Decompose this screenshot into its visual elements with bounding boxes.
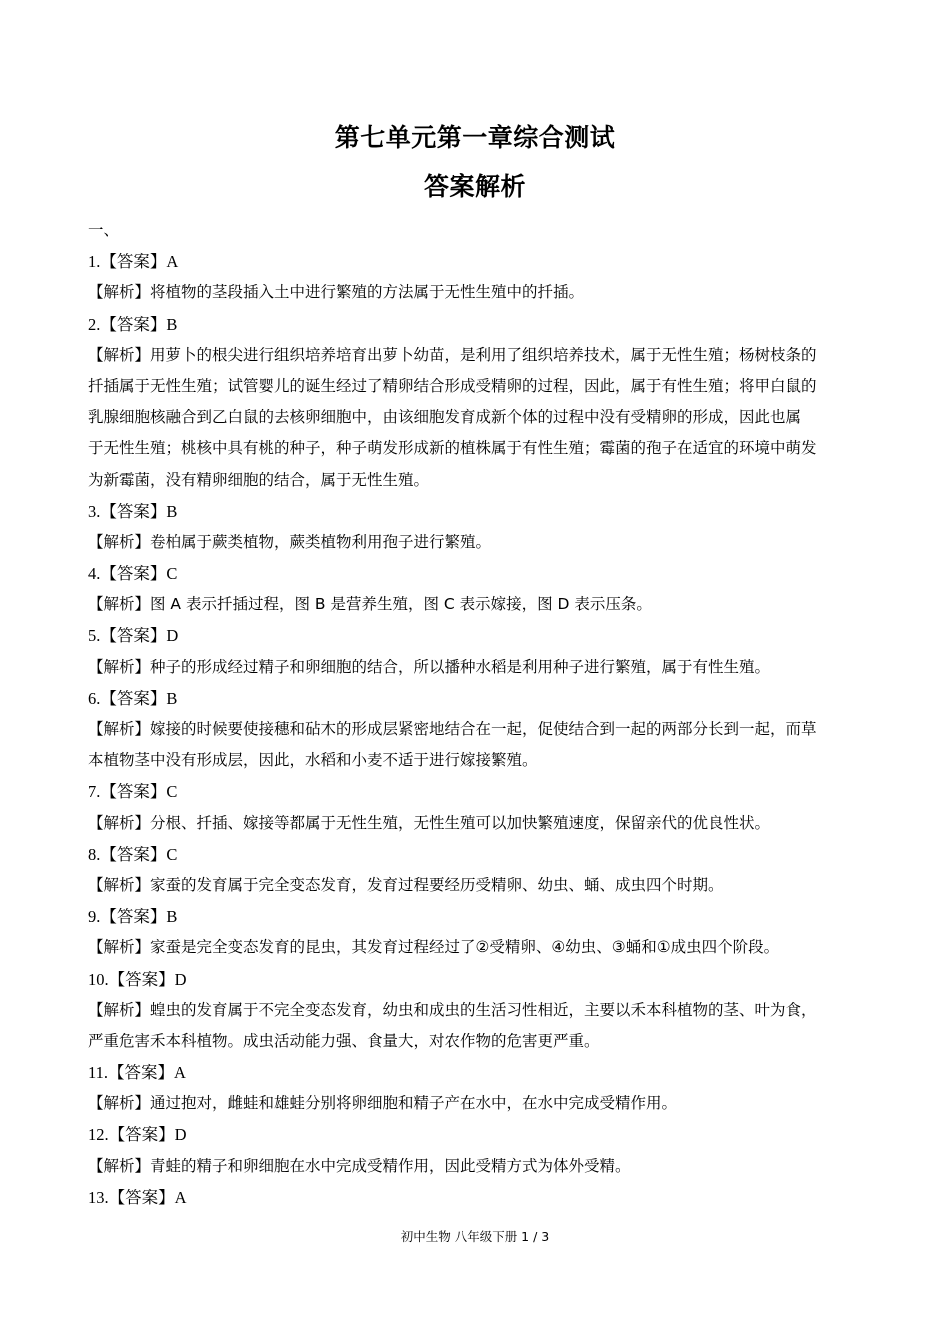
explanation-line: 【解析】将植物的茎段插入土中进行繁殖的方法属于无性生殖中的扦插。 bbox=[88, 283, 585, 302]
explanation-line: 【解析】家蚕是完全变态发育的昆虫，其发育过程经过了②受精卵、④幼虫、③蛹和①成虫四个阶段。 bbox=[88, 938, 780, 957]
answer-line: 6.【答案】B bbox=[88, 688, 178, 708]
answer-line: 8.【答案】C bbox=[88, 844, 178, 864]
explanation-line: 乳腺细胞核融合到乙白鼠的去核卵细胞中，由该细胞发育成新个体的过程中没有受精卵的形成，因此也属 bbox=[88, 408, 802, 427]
explanation-line: 【解析】分根、扦插、嫁接等都属于无性生殖，无性生殖可以加快繁殖速度，保留亲代的优良性状。 bbox=[88, 813, 771, 832]
explanation-line: 【解析】通过抱对，雌蛙和雄蛙分别将卵细胞和精子产在水中，在水中完成受精作用。 bbox=[88, 1094, 678, 1113]
answer-line: 5.【答案】D bbox=[88, 626, 179, 646]
page-footer: 初中生物 八年级下册 1 / 3 bbox=[400, 1229, 550, 1244]
answer-line: 9.【答案】B bbox=[88, 907, 178, 927]
answer-line: 12.【答案】D bbox=[88, 1125, 187, 1145]
answer-line: 10.【答案】D bbox=[88, 969, 187, 989]
answer-line: 7.【答案】C bbox=[88, 782, 178, 802]
explanation-line: 【解析】蝗虫的发育属于不完全变态发育，幼虫和成虫的生活习性相近，主要以禾本科植物的茎、叶为食， bbox=[88, 1000, 817, 1019]
explanation-line: 【解析】种子的形成经过精子和卵细胞的结合，所以播种水稻是利用种子进行繁殖，属于有性生殖。 bbox=[88, 657, 771, 676]
explanation-line: 【解析】青蛙的精子和卵细胞在水中完成受精作用，因此受精方式为体外受精。 bbox=[88, 1156, 631, 1175]
explanation-line: 扦插属于无性生殖；试管婴儿的诞生经过了精卵结合形成受精卵的过程，因此，属于有性生殖；将甲白鼠的 bbox=[88, 376, 817, 395]
explanation-line: 【解析】嫁接的时候要使接穗和砧木的形成层紧密地结合在一起，促使结合到一起的两部分长到一起，而草 bbox=[88, 720, 817, 738]
answer-line: 4.【答案】C bbox=[88, 564, 178, 584]
explanation-line: 为新霉菌，没有精卵细胞的结合，属于无性生殖。 bbox=[88, 470, 430, 489]
explanation-line: 本植物茎中没有形成层，因此，水稻和小麦不适于进行嫁接繁殖。 bbox=[88, 751, 538, 770]
answer-line: 2.【答案】B bbox=[88, 314, 178, 334]
document-subtitle: 答案解析 bbox=[423, 172, 526, 201]
answer-line: 11.【答案】A bbox=[88, 1063, 186, 1083]
explanation-line: 【解析】家蚕的发育属于完全变态发育，发育过程要经历受精卵、幼虫、蛹、成虫四个时期。 bbox=[88, 875, 724, 894]
answer-line: 13.【答案】A bbox=[88, 1187, 187, 1207]
document-title: 第七单元第一章综合测试 bbox=[334, 123, 616, 152]
explanation-line: 【解析】用萝卜的根尖进行组织培养培育出萝卜幼苗，是利用了组织培养技术，属于无性生殖；杨树枝条的 bbox=[88, 345, 817, 364]
explanation-line: 于无性生殖；桃核中具有桃的种子，种子萌发形成新的植株属于有性生殖；霉菌的孢子在适宜的环境中萌发 bbox=[88, 439, 817, 458]
answer-line: 3.【答案】B bbox=[88, 501, 178, 521]
answer-content bbox=[88, 215, 868, 1213]
explanation-line: 严重危害禾本科植物。成虫活动能力强、食量大，对农作物的危害更严重。 bbox=[88, 1031, 600, 1050]
answer-lines bbox=[88, 246, 868, 1213]
answer-line: 1.【答案】A bbox=[88, 252, 179, 272]
section-heading: 一、 bbox=[88, 221, 120, 239]
explanation-line: 【解析】卷柏属于蕨类植物，蕨类植物利用孢子进行繁殖。 bbox=[88, 532, 492, 551]
explanation-line: 【解析】图 A 表示扦插过程，图 B 是营养生殖，图 C 表示嫁接，图 D 表示压条。 bbox=[88, 595, 652, 614]
